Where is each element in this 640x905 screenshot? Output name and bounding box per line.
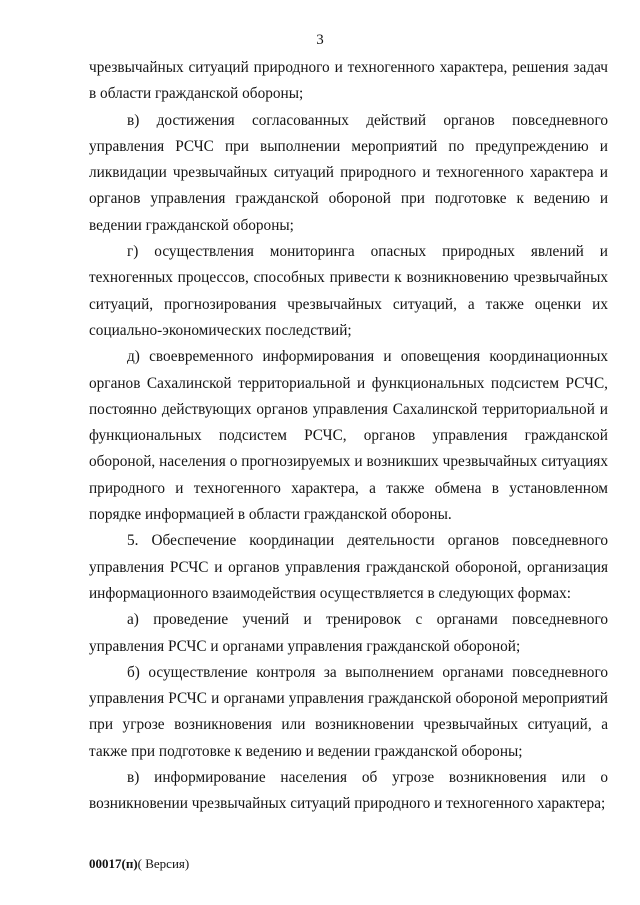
paragraph-item-v: в) достижения согласованных действий органов повседневного управления РСЧС при выполнении мероприятий по предупреждению и ликвидации чрезвычайных ситуаций природного и техногенного характера и органов управления гражданской обороной при подготовке к ведению и ведении гражданской обороны; — [89, 111, 608, 234]
paragraph-item-b: б) осуществление контроля за выполнением органами повседневного управления РСЧС и органами управления гражданской обороной мероприятий при угрозе возникновения или возникновении чрезвычайных ситуаций, а также при подготовке к ведению и ведении гражданской обороны; — [89, 663, 608, 760]
paragraph-item-d: д) своевременного информирования и оповещения координационных органов Сахалинской территориальной и функциональных подсистем РСЧС, постоянно действующих органов управления Сахалинской территориальной и функциональных подсистем РСЧС, органов управления гражданской обороной, населения о прогнозируемых и возникших чрезвычайных ситуациях природного и техногенного характера, а также обмена в установленном порядке информацией в области гражданской обороны. — [89, 348, 608, 524]
paragraph-section-5: 5. Обеспечение координации деятельности органов повседневного управления РСЧС и органов управления гражданской обороной, организация информационного взаимодействия осуществляется в следующих формах: — [89, 532, 608, 602]
document-version: ( Версия) — [137, 856, 190, 871]
page-number: 3 — [316, 32, 324, 48]
document-code: 00017(п) — [89, 856, 138, 871]
paragraph-item-g: г) осуществления мониторинга опасных природных явлений и техногенных процессов, способных привести к возникновению чрезвычайных ситуаций, прогнозирования чрезвычайных ситуаций, а также оценки их социально-экономических последствий; — [89, 243, 608, 339]
paragraph-item-a: а) проведение учений и тренировок с органами повседневного управления РСЧС и органами управления гражданской обороной; — [89, 611, 608, 655]
document-footer — [89, 856, 189, 872]
paragraph-continuation: чрезвычайных ситуаций природного и техногенного характера, решения задач в области гражданской обороны; — [89, 59, 608, 103]
paragraph-item-v2: в) информирование населения об угрозе возникновения или о возникновении чрезвычайных ситуаций природного и техногенного характера; — [89, 769, 608, 813]
document-body — [89, 55, 608, 818]
